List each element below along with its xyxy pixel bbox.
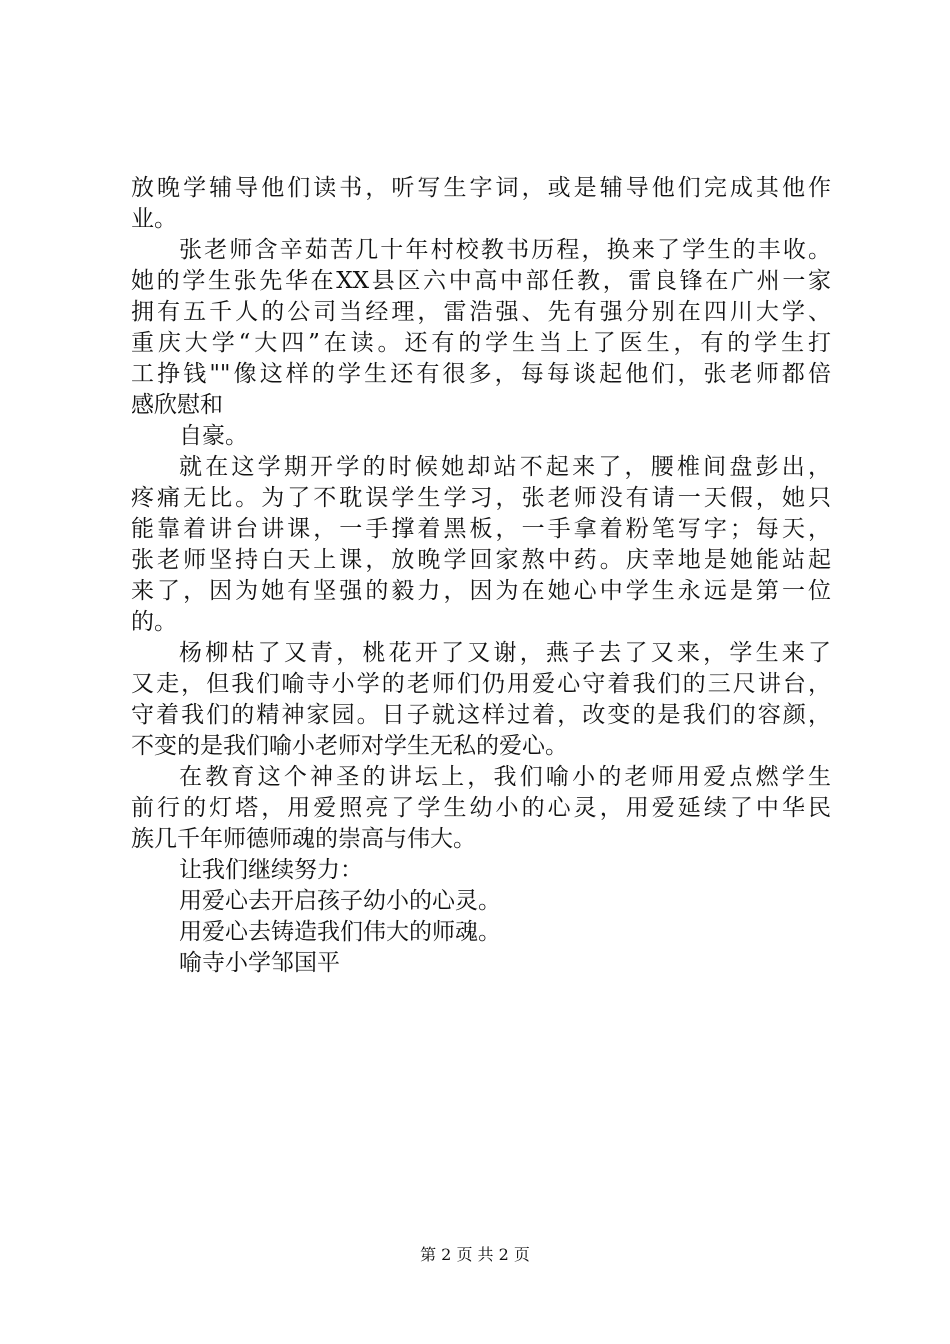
text-line: 就在这学期开学的时候她却站不起来了，腰椎间盘彭出， bbox=[179, 454, 831, 480]
text-line: 张老师坚持白天上课，放晚学回家熬中药。庆幸地是她能站起 bbox=[131, 547, 831, 573]
page-footer: 第 2 页 共 2 页 bbox=[420, 1245, 530, 1264]
document-body bbox=[131, 173, 831, 979]
text-line: 她的学生张先华在XX县区六中高中部任教，雷良锋在广州一家 bbox=[131, 268, 831, 294]
text-line: 喻寺小学邹国平 bbox=[179, 950, 340, 976]
text-line: 疼痛无比。为了不耽误学生学习，张老师没有请一天假，她只 bbox=[131, 485, 831, 511]
text-line: 放晚学辅导他们读书，听写生字词，或是辅导他们完成其他作 bbox=[131, 175, 831, 201]
text-line: 让我们继续努力： bbox=[179, 857, 363, 883]
text-line: 拥有五千人的公司当经理，雷浩强、先有强分别在四川大学、 bbox=[131, 299, 831, 325]
text-line: 来了，因为她有坚强的毅力，因为在她心中学生永远是第一位 bbox=[131, 578, 831, 604]
text-line: 杨柳枯了又青，桃花开了又谢，燕子去了又来，学生来了 bbox=[179, 640, 831, 666]
text-line: 重庆大学“大四”在读。还有的学生当上了医生，有的学生打 bbox=[131, 330, 831, 356]
text-line: 的。 bbox=[131, 609, 177, 635]
text-line: 能靠着讲台讲课，一手撑着黑板，一手拿着粉笔写字；每天， bbox=[131, 516, 831, 542]
text-line: 又走，但我们喻寺小学的老师们仍用爱心守着我们的三尺讲台， bbox=[131, 671, 831, 697]
text-line: 族几千年师德师魂的崇高与伟大。 bbox=[131, 826, 476, 852]
text-line: 业。 bbox=[131, 206, 177, 232]
text-line: 用爱心去开启孩子幼小的心灵。 bbox=[179, 888, 501, 914]
text-line: 在教育这个神圣的讲坛上，我们喻小的老师用爱点燃学生 bbox=[179, 764, 831, 790]
text-line: 守着我们的精神家园。日子就这样过着，改变的是我们的容颜， bbox=[131, 702, 831, 728]
text-line: 感欣慰和 bbox=[131, 392, 223, 418]
text-line: 用爱心去铸造我们伟大的师魂。 bbox=[179, 919, 501, 945]
text-line: 不变的是我们喻小老师对学生无私的爱心。 bbox=[131, 733, 568, 759]
text-line: 前行的灯塔，用爱照亮了学生幼小的心灵，用爱延续了中华民 bbox=[131, 795, 831, 821]
text-line: 工挣钱""像这样的学生还有很多，每每谈起他们，张老师都倍 bbox=[131, 361, 831, 387]
text-line: 张老师含辛茹苦几十年村校教书历程，换来了学生的丰收。 bbox=[179, 237, 831, 263]
text-line: 自豪。 bbox=[179, 423, 248, 449]
